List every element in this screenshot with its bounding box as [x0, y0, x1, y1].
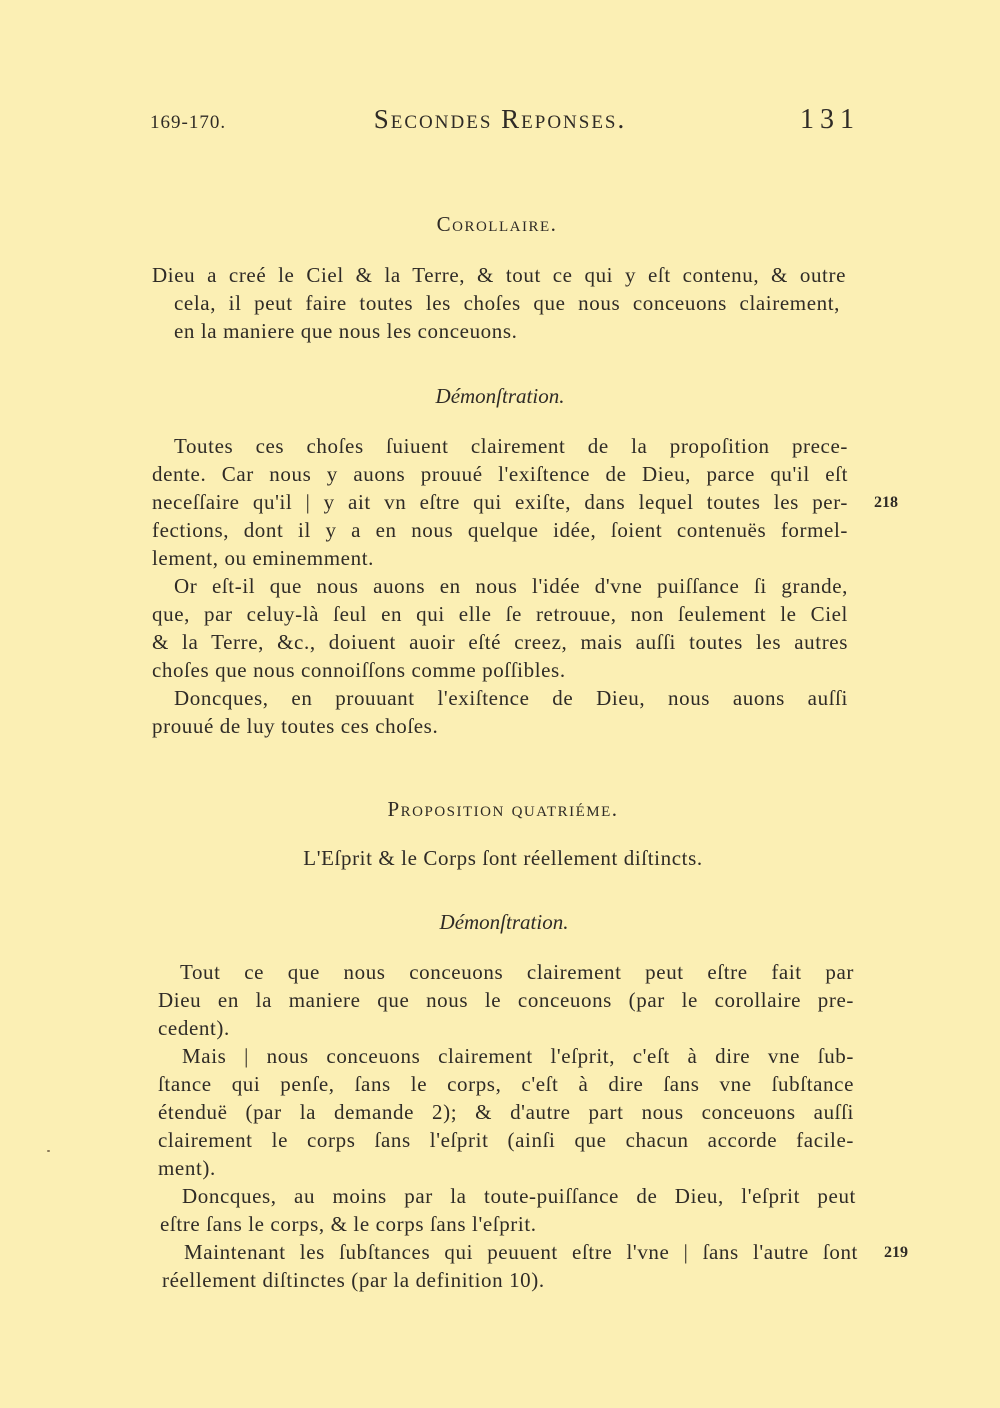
demonstration-line: étenduë (par la demande 2); & d'autre part nous conceuons auſſi: [158, 1100, 854, 1124]
demonstration-heading: Démonſtration.: [439, 910, 569, 934]
demonstration-line: prouué de luy toutes ces choſes.: [152, 714, 439, 738]
demonstration-line: ſtance qui penſe, ſans le corps, c'eſt à dire ſans vne ſubſtance: [158, 1072, 854, 1096]
corollary-line: Dieu a creé le Ciel & la Terre, & tout ce qui y eſt contenu, & outre: [152, 263, 846, 287]
demonstration-line: que, par celuy-là ſeul en qui elle ſe retrouue, non ſeulement le Ciel: [152, 602, 848, 626]
demonstration-line: & la Terre, &c., doiuent auoir eſté creez, mais auſſi toutes les autres: [152, 630, 848, 654]
demonstration-line: dente. Car nous y auons prouué l'exiſtence de Dieu, parce qu'il eſt: [152, 462, 848, 486]
demonstration-line: Maintenant les ſubſtances qui peuuent eſtre l'vne | ſans l'autre ſont: [184, 1240, 858, 1264]
corollary-heading: Corollaire.: [436, 212, 558, 236]
demonstration-line: clairement le corps ſans l'eſprit (ainſi que chacun accorde facile-: [158, 1128, 854, 1152]
proposition-statement: L'Eſprit & le Corps ſont réellement diſtincts.: [303, 846, 703, 870]
demonstration-line: Dieu en la maniere que nous le conceuons (par le corollaire pre-: [158, 988, 854, 1012]
demonstration-line: Or eſt-il que nous auons en nous l'idée d'vne puiſſance ſi grande,: [174, 574, 848, 598]
demonstration-line: choſes que nous connoiſſons comme poſſibles.: [152, 658, 566, 682]
demonstration-line: Doncques, en prouuant l'exiſtence de Dieu, nous auons auſſi: [174, 686, 848, 710]
corollary-line: en la maniere que nous les conceuons.: [174, 319, 518, 343]
demonstration-line: fections, dont il y a en nous quelque idée, ſoient contenuës formel-: [152, 518, 848, 542]
demonstration-line: Mais | nous conceuons clairement l'eſprit, c'eſt à dire vne ſub-: [182, 1044, 854, 1068]
demonstration-line: Tout ce que nous conceuons clairement peut eſtre fait par: [180, 960, 854, 984]
page-number: 131: [800, 104, 860, 135]
page-range: 169-170.: [150, 112, 227, 133]
demonstration-line: Toutes ces choſes ſuiuent clairement de la propoſition prece-: [174, 434, 848, 458]
demonstration-line: neceſſaire qu'il | y ait vn eſtre qui exiſte, dans lequel toutes les per-: [152, 490, 848, 514]
proposition-heading: Proposition quatriéme.: [387, 797, 619, 821]
margin-note: 218: [874, 494, 898, 511]
demonstration-line: ment).: [158, 1156, 216, 1180]
demonstration-line: Doncques, au moins par la toute-puiſſance de Dieu, l'eſprit peut: [182, 1184, 856, 1208]
demonstration-line: réellement diſtinctes (par la definition 10).: [162, 1268, 545, 1292]
demonstration-heading: Démonſtration.: [435, 384, 565, 408]
running-title: Secondes Reponses.: [373, 104, 627, 134]
paper-speck: [47, 1150, 50, 1152]
demonstration-line: lement, ou eminemment.: [152, 546, 374, 570]
demonstration-line: eſtre ſans le corps, & le corps ſans l'eſprit.: [160, 1212, 537, 1236]
margin-note: 219: [884, 1244, 908, 1261]
demonstration-line: cedent).: [158, 1016, 230, 1040]
corollary-line: cela, il peut faire toutes les choſes que nous conceuons clairement,: [174, 291, 840, 315]
